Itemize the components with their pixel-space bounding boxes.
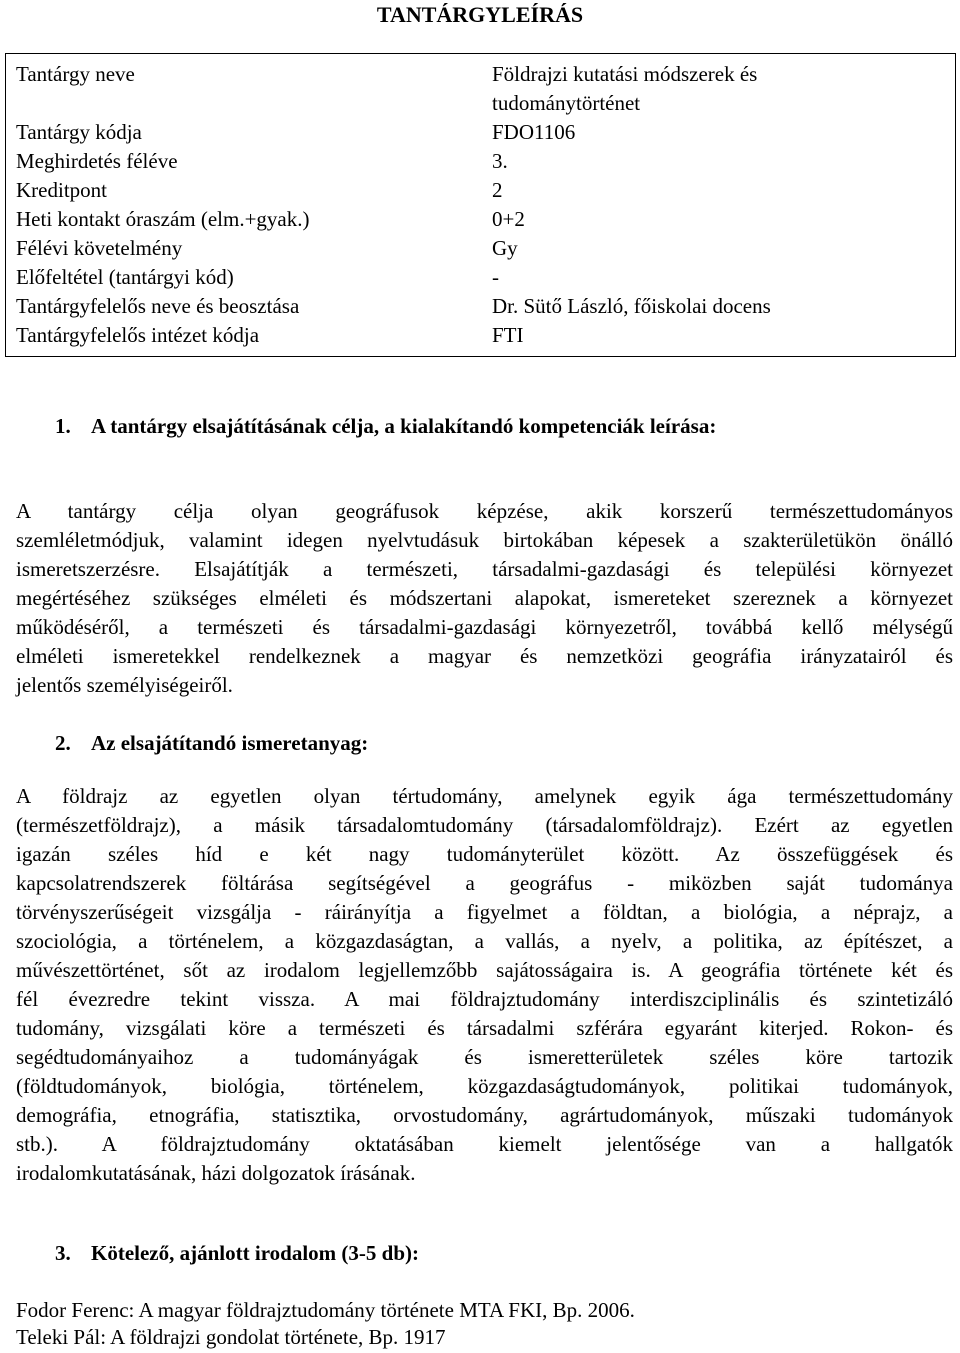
row-value: 3.: [492, 149, 508, 173]
row-value: 0+2: [492, 207, 525, 231]
row-label: Tantárgy neve: [16, 62, 135, 86]
row-value: [486, 60, 955, 118]
paragraph-line: jelentős személyiségeiről.: [16, 673, 233, 697]
paragraph-line: szociológia, a történelem, a közgazdaságtan, a vallás, a nyelv, a politika, az építészet, a: [16, 929, 953, 953]
table-row: [6, 292, 955, 321]
paragraph-line: törvényszerűségeit vizsgálja - ráirányítja a figyelmet a földtan, a biológia, a néprajz, a: [16, 900, 953, 924]
row-label: Meghirdetés féléve: [16, 149, 178, 173]
section-1-paragraph: [16, 497, 953, 700]
table-row: [6, 176, 955, 205]
paragraph-line: (földtudományok, biológia, történelem, közgazdaságtudományok, politikai tudományok,: [16, 1074, 953, 1098]
table-row: [6, 263, 955, 292]
paragraph-line: A tantárgy célja olyan geográfusok képzése, akik korszerű természettudományos: [16, 499, 953, 523]
paragraph-line: megértéséhez szükséges elméleti és módszertani alapokat, ismereteket szereznek a környezet: [16, 586, 953, 610]
section-3-heading: [55, 1239, 419, 1267]
section-2-paragraph: [16, 782, 953, 1188]
paragraph-line: ismeretszerzésre. Elsajátítják a természeti, társadalmi-gazdasági és települési környezet: [16, 557, 953, 581]
section-title: A tantárgy elsajátításának célja, a kialakítandó kompetenciák leírása:: [91, 414, 717, 438]
row-label: Tantárgy kódja: [16, 120, 142, 144]
row-label: Félévi követelmény: [16, 236, 183, 260]
row-label: Tantárgyfelelős neve és beosztása: [16, 294, 300, 318]
table-row: [6, 321, 955, 350]
paragraph-line: kapcsolatrendszerek föltárása segítségével a geográfus - miközben saját tudománya: [16, 871, 953, 895]
row-value: 2: [492, 178, 503, 202]
section-1-heading: [55, 412, 716, 440]
table-row: [6, 234, 955, 263]
paragraph-line: tudomány, vizsgálati köre a természeti és társadalmi szférára egyaránt kiterjed. Rokon- és: [16, 1016, 953, 1040]
row-label: Tantárgyfelelős intézet kódja: [16, 323, 260, 347]
row-label: Kreditpont: [16, 178, 107, 202]
section-title: Az elsajátítandó ismeretanyag:: [91, 731, 369, 755]
paragraph-line: elméleti ismeretekkel rendelkeznek a magyar és nemzetközi geográfia irányzatairól és: [16, 644, 953, 668]
paragraph-line: igazán széles híd e két nagy tudományterület között. Az összefüggések és: [16, 842, 953, 866]
section-number: 3.: [55, 1241, 71, 1265]
paragraph-line: A földrajz az egyetlen olyan tértudomány, amelynek egyik ága természettudomány: [16, 784, 953, 808]
row-value-line: tudománytörténet: [492, 91, 641, 115]
row-value: Dr. Sütő László, főiskolai docens: [492, 294, 771, 318]
table-row: [6, 147, 955, 176]
row-value-line: Földrajzi kutatási módszerek és: [492, 62, 758, 86]
table-row: [6, 118, 955, 147]
paragraph-line: művészettörténet, sőt az irodalom legjellemzőbb sajátosságaira is. A geográfia története két és: [16, 958, 953, 982]
section-number: 2.: [55, 731, 71, 755]
paragraph-line: stb.). A földrajztudomány oktatásában kiemelt jelentősége van a hallgatók: [16, 1132, 953, 1156]
paragraph-line: (természetföldrajz), a másik társadalomtudomány (társadalomföldrajz). Ezért az egyetlen: [16, 813, 953, 837]
section-title: Kötelező, ajánlott irodalom (3-5 db):: [91, 1241, 419, 1265]
row-value: Gy: [492, 236, 518, 260]
paragraph-line: működéséről, a természeti és társadalmi-gazdasági környezetről, továbbá kellő mélységű: [16, 615, 953, 639]
page-title: TANTÁRGYLEÍRÁS: [376, 2, 584, 27]
row-value: -: [492, 265, 499, 289]
paragraph-line: irodalomkutatásának, házi dolgozatok írásának.: [16, 1161, 416, 1185]
reference-item: Fodor Ferenc: A magyar földrajztudomány története MTA FKI, Bp. 2006.: [16, 1298, 635, 1322]
section-number: 1.: [55, 414, 71, 438]
paragraph-line: szemléletmódjuk, valamint idegen nyelvtudásuk birtokában képesek a szakterületükön önálló: [16, 528, 953, 552]
table-row: [6, 205, 955, 234]
row-label: Előfeltétel (tantárgyi kód): [16, 265, 234, 289]
row-value: FDO1106: [492, 120, 576, 144]
row-label: Heti kontakt óraszám (elm.+gyak.): [16, 207, 310, 231]
table-row: [6, 60, 955, 118]
paragraph-line: fél évezredre tekint vissza. A mai földrajztudomány interdiszciplinális és szintetizáló: [16, 987, 953, 1011]
section-2-heading: [55, 729, 368, 757]
reference-item: Teleki Pál: A földrajzi gondolat története, Bp. 1917: [16, 1325, 446, 1349]
row-value: FTI: [492, 323, 524, 347]
paragraph-line: demográfia, etnográfia, statisztika, orvostudomány, agrártudományok, műszaki tudományok: [16, 1103, 953, 1127]
paragraph-line: segédtudományaihoz a tudományágak és ismeretterületek széles köre tartozik: [16, 1045, 953, 1069]
course-info-table: [5, 53, 956, 357]
